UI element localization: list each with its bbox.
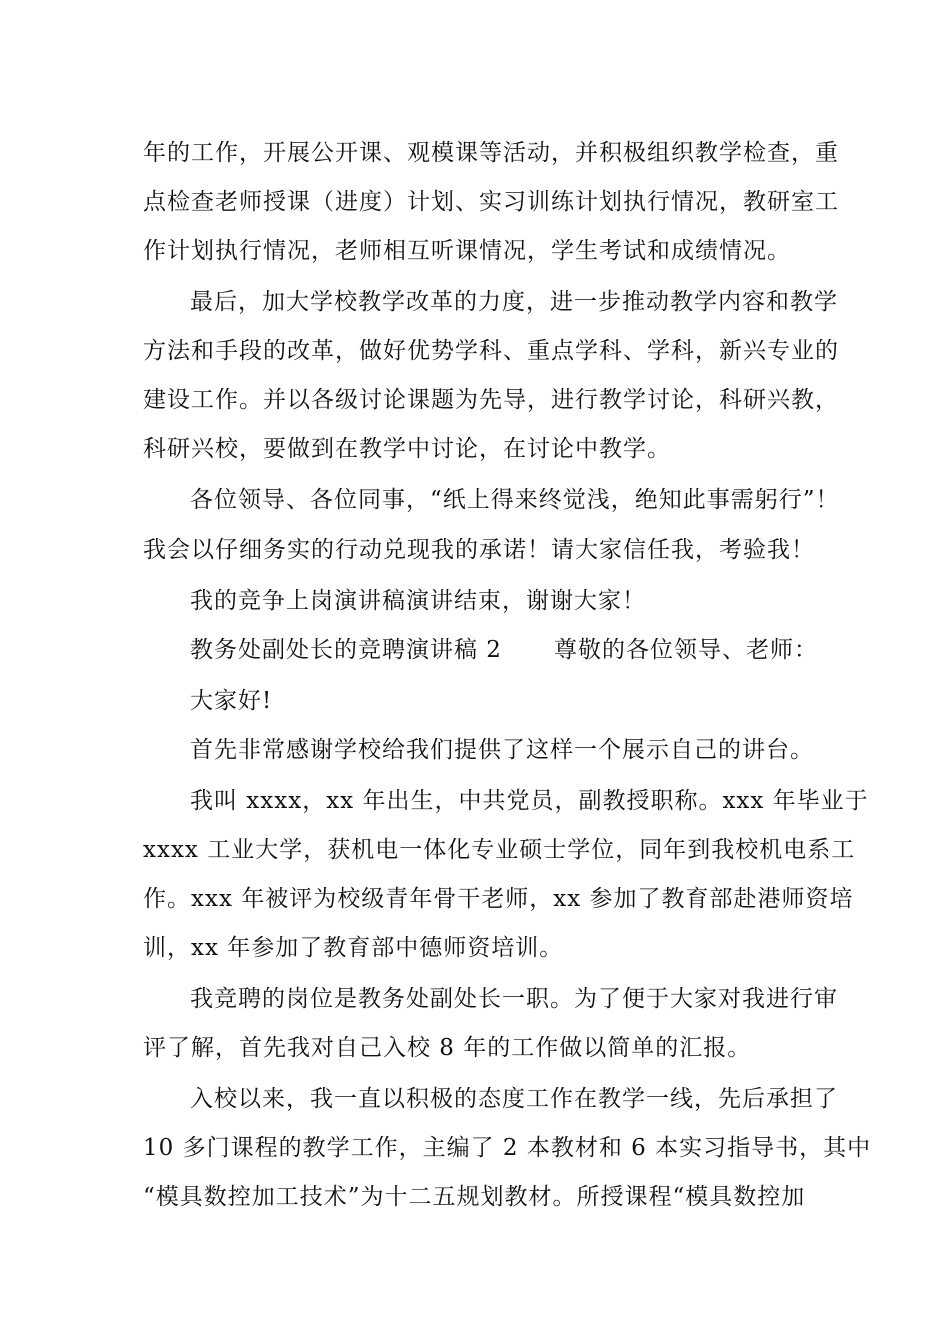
greeting: 大家好!	[190, 688, 273, 714]
text-line: 最后，加大学校教学改革的力度，进一步推动教学内容和教学	[190, 289, 838, 315]
text-line: 点检查老师授课（进度）计划、实习训练计划执行情况，教研室工	[143, 189, 839, 215]
text-line: 作计划执行情况，老师相互听课情况，学生考试和成绩情况。	[143, 238, 791, 264]
section-title: 教务处副处长的竞聘演讲稿 2	[190, 637, 502, 663]
text-line: 我叫 xxxx，xx 年出生，中共党员，副教授职称。xxx 年毕业于	[190, 788, 869, 814]
text-line: 训，xx 年参加了教育部中德师资培训。	[143, 935, 564, 961]
text-line: 科研兴校，要做到在教学中讨论，在讨论中教学。	[143, 436, 671, 462]
text-line: 各位领导、各位同事，“纸上得来终觉浅，绝知此事需躬行”！	[190, 487, 840, 513]
text-line: 作。xxx 年被评为校级青年骨干老师，xx 参加了教育部赴港师资培	[143, 886, 854, 912]
text-line: 我的竞争上岗演讲稿演讲结束，谢谢大家！	[190, 588, 646, 614]
text-line: 入校以来，我一直以积极的态度工作在教学一线，先后承担了	[190, 1086, 838, 1112]
salutation: 尊敬的各位领导、老师：	[553, 637, 818, 663]
text-line: xxxx 工业大学，获机电一体化专业硕士学位，同年到我校机电系工	[143, 837, 856, 863]
text-line: 方法和手段的改革，做好优势学科、重点学科、学科，新兴专业的	[143, 338, 839, 364]
section-heading-line	[190, 635, 818, 665]
text-line: 评了解，首先我对自己入校 8 年的工作做以简单的汇报。	[143, 1035, 752, 1061]
text-line: 首先非常感谢学校给我们提供了这样一个展示自己的讲台。	[190, 737, 814, 763]
text-line: 年的工作，开展公开课、观模课等活动，并积极组织教学检查，重	[143, 140, 839, 166]
text-line: 我竞聘的岗位是教务处副处长一职。为了便于大家对我进行审	[190, 986, 838, 1012]
text-line: “模具数控加工技术”为十二五规划教材。所授课程“模具数控加	[143, 1184, 806, 1210]
text-line: 我会以仔细务实的行动兑现我的承诺！请大家信任我，考验我！	[143, 537, 815, 563]
text-line: 10 多门课程的教学工作，主编了 2 本教材和 6 本实习指导书，其中	[143, 1135, 872, 1161]
text-line: 建设工作。并以各级讨论课题为先导，进行教学讨论，科研兴教，	[143, 387, 839, 413]
